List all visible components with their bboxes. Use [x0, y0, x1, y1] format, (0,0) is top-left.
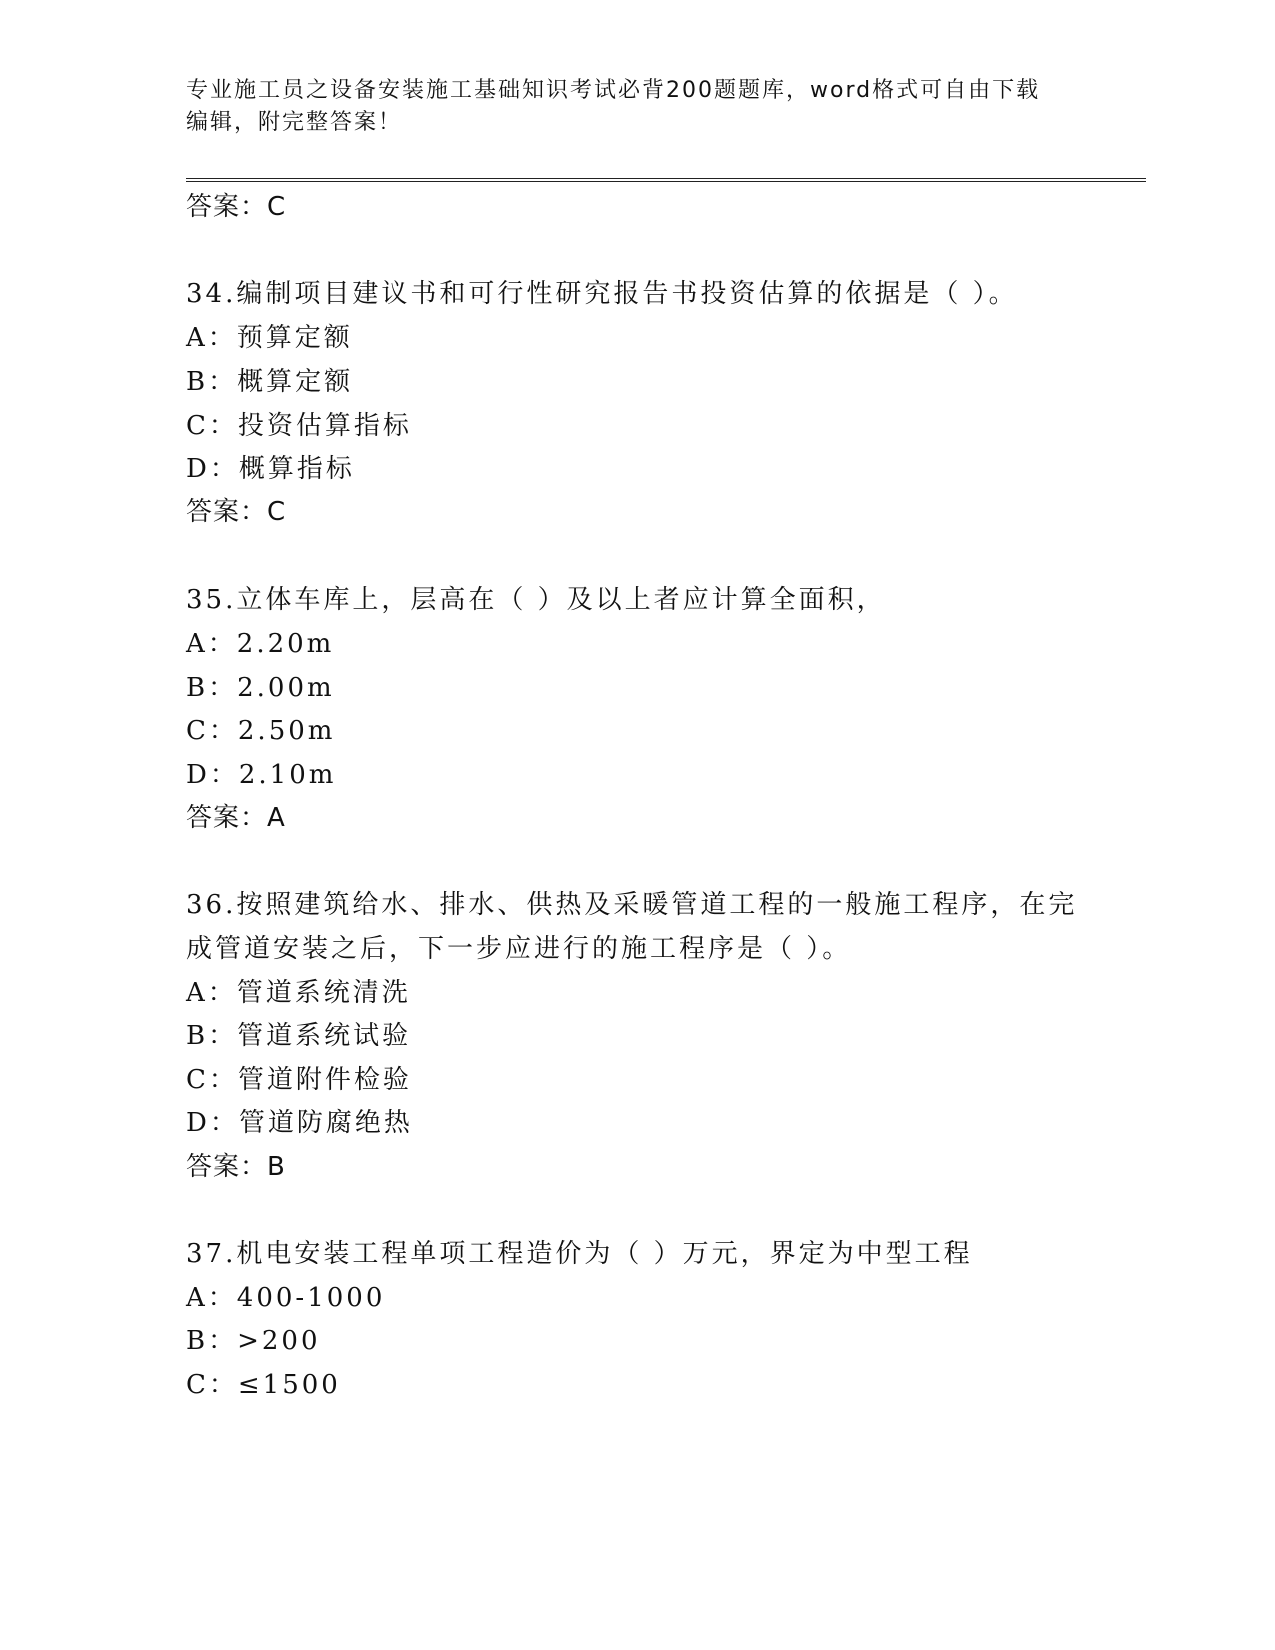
question-36-option-a: A：管道系统清洗 [186, 978, 411, 1008]
question-35-option-a: A：2.20m [186, 629, 335, 659]
question-35-option-d: D：2.10m [186, 760, 337, 790]
header-title-line-2: 编辑，附完整答案！ [186, 110, 403, 135]
question-37-option-a: A：400-1000 [186, 1283, 386, 1313]
document-header [186, 75, 1066, 139]
header-title-line-1: 专业施工员之设备安装施工基础知识考试必背200题题库，word格式可自由下载 [186, 78, 1041, 103]
question-34-option-a: A：预算定额 [186, 323, 353, 353]
question-36-option-d: D：管道防腐绝热 [186, 1108, 413, 1138]
question-36-option-c: C：管道附件检验 [186, 1065, 412, 1095]
question-34-option-d: D：概算指标 [186, 454, 355, 484]
question-34-option-c: C：投资估算指标 [186, 411, 412, 441]
question-35-option-c: C：2.50m [186, 716, 336, 746]
question-36-answer: 答案：B [186, 1152, 286, 1182]
question-36-option-b: B：管道系统试验 [186, 1021, 412, 1051]
question-34-option-b: B：概算定额 [186, 367, 354, 397]
question-34-text: 34.编制项目建议书和可行性研究报告书投资估算的依据是（ ）。 [186, 279, 1018, 309]
question-35-option-b: B：2.00m [186, 673, 335, 703]
question-35-text: 35.立体车库上，层高在（ ）及以上者应计算全面积， [186, 585, 886, 615]
question-37-option-c: C：≤1500 [186, 1370, 341, 1400]
previous-answer: 答案：C [186, 192, 287, 222]
question-34-answer: 答案：C [186, 497, 287, 527]
question-37-option-b: B：>200 [186, 1326, 321, 1356]
header-divider [186, 178, 1146, 182]
question-35-answer: 答案：A [186, 803, 286, 833]
question-36-text-line-2: 成管道安装之后，下一步应进行的施工程序是（ ）。 [186, 934, 852, 964]
question-36-text-line-1: 36.按照建筑给水、排水、供热及采暖管道工程的一般施工程序，在完 [186, 890, 1078, 920]
question-37-text: 37.机电安装工程单项工程造价为（ ）万元，界定为中型工程 [186, 1239, 973, 1269]
